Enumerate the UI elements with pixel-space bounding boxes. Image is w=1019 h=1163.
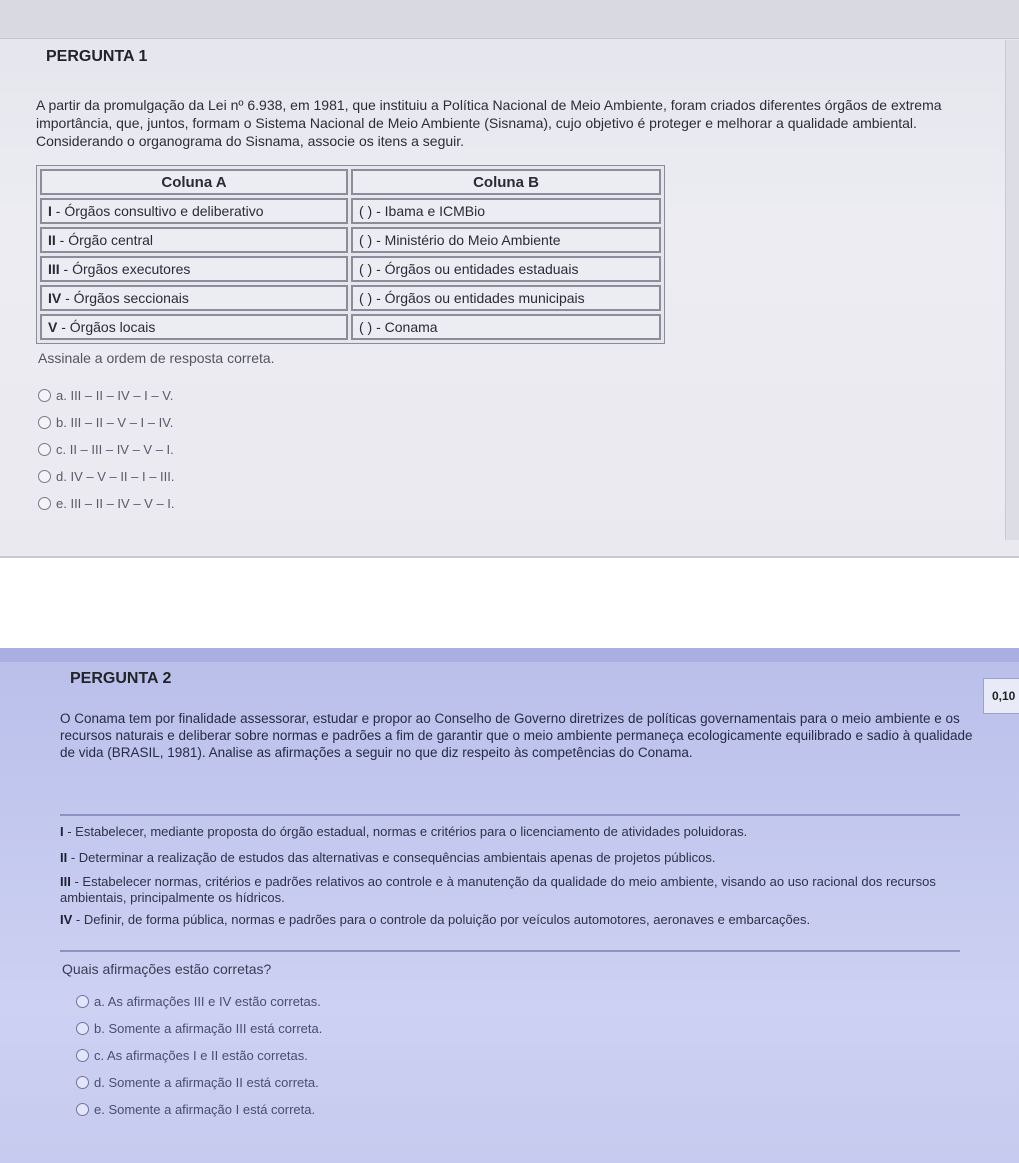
table-row xyxy=(40,285,661,311)
item-number: I xyxy=(48,203,52,219)
column-a-cell xyxy=(40,227,348,253)
column-b-cell: ( ) - Conama xyxy=(351,314,661,340)
radio-button[interactable] xyxy=(38,389,51,402)
statement-text: - Definir, de forma pública, normas e padrões para o controle da poluição por veículos automotores, aeronaves e embarcações. xyxy=(72,912,811,927)
statement-text: - Estabelecer normas, critérios e padrões relativos ao controle e à manutenção da qualidade do meio ambiente, visando ao uso racional dos recursos ambientais, principalmente os hídricos. xyxy=(60,874,936,905)
table-header-row xyxy=(40,169,661,195)
statement-number: IV xyxy=(60,912,73,927)
option-label: e. Somente a afirmação I está correta. xyxy=(94,1102,316,1117)
answer-options xyxy=(38,382,175,517)
item-label: - Órgãos executores xyxy=(59,261,191,277)
statement-number: I xyxy=(60,824,64,839)
option-label: d. Somente a afirmação II está correta. xyxy=(94,1075,319,1090)
radio-button[interactable] xyxy=(38,416,51,429)
question-text: O Conama tem por finalidade assessorar, estudar e propor ao Conselho de Governo diretrizes de políticas governamentais para o meio ambiente e os recursos naturais e deliberar sobre normas e padrões a fim de garantir que o meio ambiente permaneça ecologicamente equilibrado e sadio à qualidade de vida (BRASIL, 1981). Analise as afirmações a seguir no que diz respeito às competências do Conama. xyxy=(60,711,973,760)
option-label: d. IV – V – II – I – III. xyxy=(56,469,175,484)
radio-button[interactable] xyxy=(38,497,51,510)
radio-button[interactable] xyxy=(76,995,89,1008)
radio-button[interactable] xyxy=(76,1076,89,1089)
item-label: - Órgãos seccionais xyxy=(61,290,189,306)
radio-button[interactable] xyxy=(38,470,51,483)
option-c[interactable] xyxy=(38,436,175,463)
item-number: IV xyxy=(48,290,62,306)
association-table xyxy=(36,165,665,344)
option-label: a. As afirmações III e IV estão corretas. xyxy=(94,994,321,1009)
table-row xyxy=(40,227,661,253)
item-number: V xyxy=(48,319,58,335)
column-b-cell: ( ) - Ibama e ICMBio xyxy=(351,198,661,224)
item-label: - Órgãos consultivo e deliberativo xyxy=(51,203,264,219)
statement-item xyxy=(60,850,980,866)
question-1-panel xyxy=(0,0,1019,558)
statement-text: - Determinar a realização de estudos das alternativas e consequências ambientais apenas de projetos públicos. xyxy=(67,850,716,865)
table-row xyxy=(40,314,661,340)
item-number: II xyxy=(48,232,56,248)
option-a[interactable] xyxy=(38,382,175,409)
option-label: c. As afirmações I e II estão corretas. xyxy=(94,1048,308,1063)
radio-button[interactable] xyxy=(38,443,51,456)
statement-text: - Estabelecer, mediante proposta do órgão estadual, normas e critérios para o licenciamento de atividades poluidoras. xyxy=(63,824,748,839)
item-number: III xyxy=(48,261,60,277)
column-b-cell: ( ) - Ministério do Meio Ambiente xyxy=(351,227,661,253)
column-a-cell xyxy=(40,256,348,282)
option-e[interactable] xyxy=(38,490,175,517)
statement-item xyxy=(60,874,960,906)
divider xyxy=(60,814,960,816)
option-c[interactable] xyxy=(76,1042,322,1069)
score-badge: 0,10 xyxy=(983,678,1019,714)
table-row xyxy=(40,256,661,282)
statement-item xyxy=(60,824,980,840)
option-b[interactable] xyxy=(38,409,175,436)
option-a[interactable] xyxy=(76,988,322,1015)
option-label: b. Somente a afirmação III está correta. xyxy=(94,1021,323,1036)
table-row xyxy=(40,198,661,224)
option-label: b. III – II – V – I – IV. xyxy=(56,415,174,430)
column-b-cell: ( ) - Órgãos ou entidades municipais xyxy=(351,285,661,311)
scrollbar[interactable] xyxy=(1005,40,1019,540)
column-b-cell: ( ) - Órgãos ou entidades estaduais xyxy=(351,256,661,282)
question-text: A partir da promulgação da Lei nº 6.938, em 1981, que instituiu a Política Nacional de Meio Ambiente, foram criados diferentes órgãos de extrema importância, que, juntos, formam o Sistema Nacional de Meio Ambiente (Sisnama), cujo objetivo é proteger e melhorar a qualidade ambiental. Considerando o organograma do Sisnama, associe os itens a seguir. xyxy=(36,97,942,149)
divider xyxy=(60,950,960,952)
radio-button[interactable] xyxy=(76,1022,89,1035)
option-label: c. II – III – IV – V – I. xyxy=(56,442,174,457)
radio-button[interactable] xyxy=(76,1103,89,1116)
answer-options xyxy=(76,988,322,1123)
item-label: - Órgãos locais xyxy=(57,319,156,335)
column-a-cell xyxy=(40,314,348,340)
column-b-header: Coluna B xyxy=(351,169,661,195)
answer-prompt: Quais afirmações estão corretas? xyxy=(62,961,272,977)
statement-number: III xyxy=(60,874,71,889)
answer-prompt: Assinale a ordem de resposta correta. xyxy=(38,350,275,366)
statement-number: II xyxy=(60,850,68,865)
option-b[interactable] xyxy=(76,1015,322,1042)
option-e[interactable] xyxy=(76,1096,322,1123)
option-label: a. III – II – IV – I – V. xyxy=(56,388,174,403)
question-2-panel xyxy=(0,648,1019,1163)
column-a-cell xyxy=(40,198,348,224)
column-a-cell xyxy=(40,285,348,311)
statement-item xyxy=(60,912,920,928)
question-title: PERGUNTA 2 xyxy=(70,670,172,687)
option-label: e. III – II – IV – V – I. xyxy=(56,496,175,511)
item-label: - Órgão central xyxy=(55,232,154,248)
option-d[interactable] xyxy=(76,1069,322,1096)
radio-button[interactable] xyxy=(76,1049,89,1062)
option-d[interactable] xyxy=(38,463,175,490)
column-a-header: Coluna A xyxy=(40,169,348,195)
question-title: PERGUNTA 1 xyxy=(46,48,148,65)
